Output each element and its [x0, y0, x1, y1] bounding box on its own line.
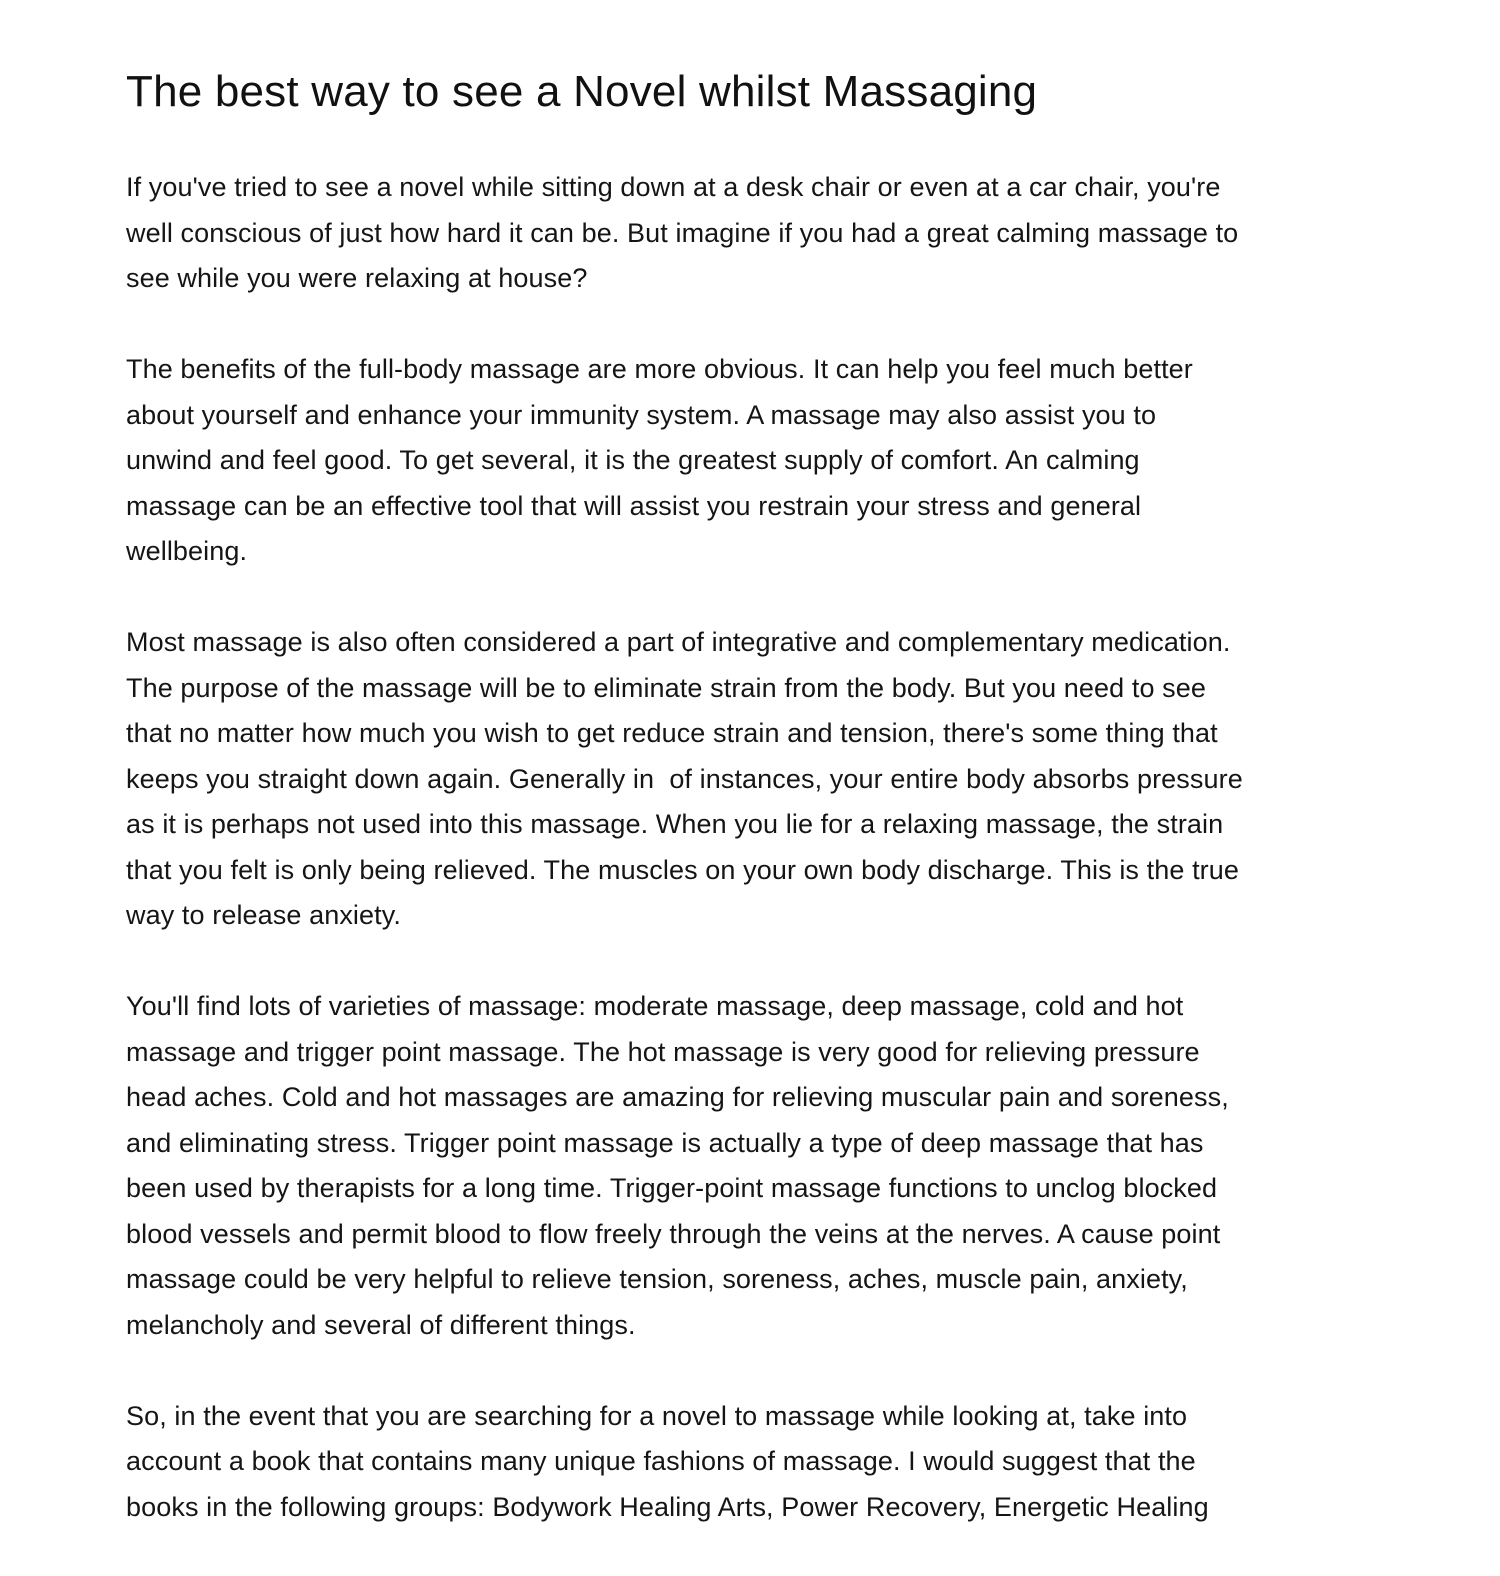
text-line: that you felt is only being relieved. The muscles on your own body discharge. This is the true — [126, 854, 1239, 885]
paragraph-2 — [126, 347, 1376, 575]
text-line: You'll find lots of varieties of massage: moderate massage, deep massage, cold and hot — [126, 991, 1184, 1021]
text-line: The benefits of the full-body massage are more obvious. It can help you feel much better — [126, 354, 1193, 384]
text-line: Most massage is also often considered a part of integrative and complementary medication. — [126, 627, 1231, 657]
text-line: that no matter how much you wish to get reduce strain and tension, there's some thing that — [126, 718, 1218, 748]
text-line: If you've tried to see a novel while sitting down at a desk chair or even at a car chair, you're — [126, 172, 1221, 202]
text-line: So, in the event that you are searching for a novel to massage while looking at, take into — [126, 1400, 1188, 1431]
paragraph-1 — [126, 165, 1376, 302]
document-title: The best way to see a Novel whilst Massaging — [126, 67, 1038, 116]
text-line: head aches. Cold and hot massages are amazing for relieving muscular pain and soreness, — [126, 1082, 1229, 1112]
text-line: wellbeing. — [126, 536, 248, 566]
text-line: see while you were relaxing at house? — [126, 263, 588, 293]
text-line: books in the following groups: Bodywork Healing Arts, Power Recovery, Energetic Healing — [126, 1491, 1209, 1522]
text-line: The purpose of the massage will be to eliminate strain from the body. But you need to see — [126, 672, 1207, 703]
paragraph-3 — [126, 620, 1376, 939]
text-line: massage could be very helpful to relieve tension, soreness, aches, muscle pain, anxiety, — [126, 1264, 1188, 1294]
text-line: massage and trigger point massage. The hot massage is very good for relieving pressure — [126, 1036, 1200, 1067]
text-line: keeps you straight down again. Generally in of instances, your entire body absorbs pressure — [126, 763, 1243, 794]
text-line: account a book that contains many unique fashions of massage. I would suggest that the — [126, 1446, 1196, 1476]
text-line: been used by therapists for a long time. Trigger-point massage functions to unclog blocked — [126, 1173, 1218, 1203]
text-line: well conscious of just how hard it can be. But imagine if you had a great calming massage to — [126, 217, 1239, 248]
text-line: massage can be an effective tool that will assist you restrain your stress and general — [126, 490, 1142, 521]
text-line: unwind and feel good. To get several, it is the greatest supply of comfort. An calming — [126, 445, 1140, 475]
text-line: about yourself and enhance your immunity system. A massage may also assist you to — [126, 399, 1157, 430]
paragraph-5 — [126, 1394, 1376, 1531]
document-body — [126, 165, 1376, 1576]
paragraph-4 — [126, 984, 1376, 1348]
text-line: and eliminating stress. Trigger point massage is actually a type of deep massage that has — [126, 1127, 1204, 1158]
text-line: melancholy and several of different things. — [126, 1309, 636, 1340]
text-line: way to release anxiety. — [126, 900, 401, 930]
text-line: as it is perhaps not used into this massage. When you lie for a relaxing massage, the strain — [126, 809, 1224, 839]
text-line: blood vessels and permit blood to flow freely through the veins at the nerves. A cause point — [126, 1218, 1221, 1249]
